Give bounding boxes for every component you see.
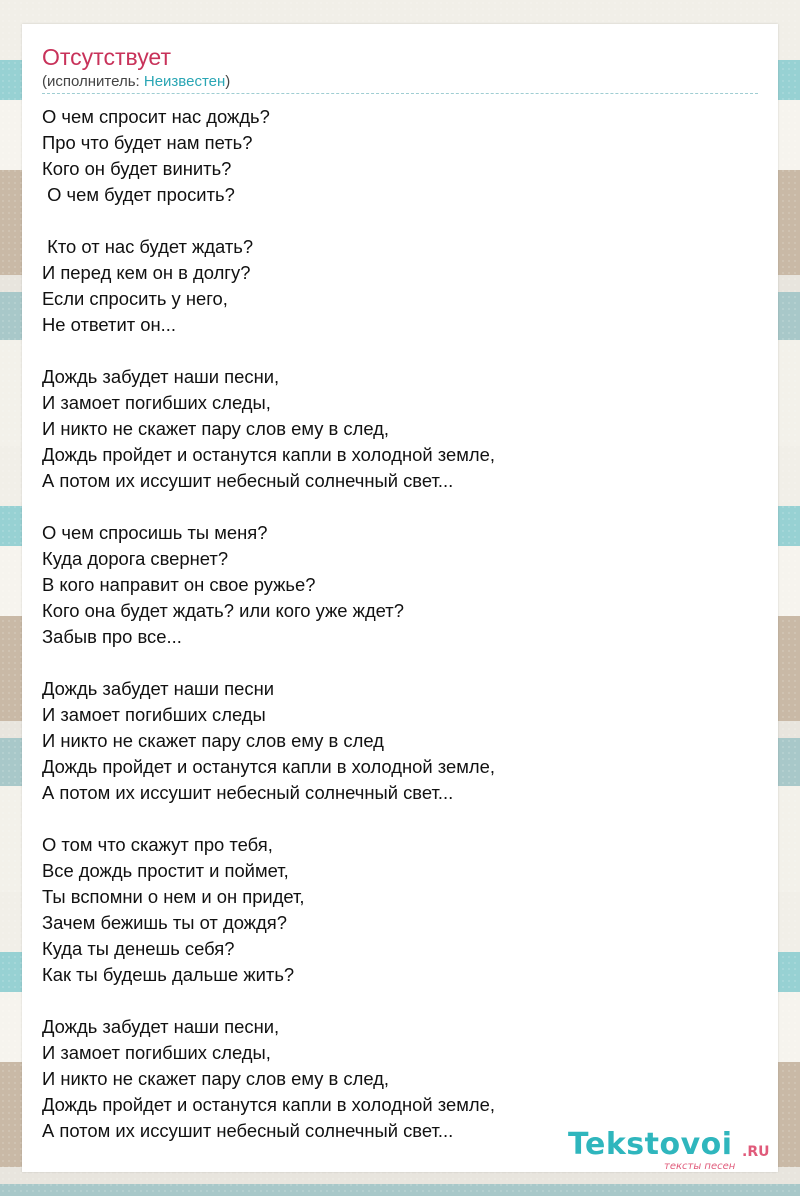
- lyric-line: [42, 650, 758, 676]
- lyric-line: Дождь забудет наши песни: [42, 678, 274, 699]
- lyric-line: А потом их иссушит небесный солнечный свет...: [42, 782, 454, 803]
- lyric-line: В кого направит он свое ружье?: [42, 574, 316, 595]
- logo-tld: .RU: [742, 1144, 770, 1160]
- lyric-line: О чем спросит нас дождь?: [42, 106, 270, 127]
- lyric-line: И никто не скажет пару слов ему в след: [42, 730, 384, 751]
- artist-link[interactable]: Неизвестен: [143, 73, 226, 90]
- lyric-line: А потом их иссушит небесный солнечный свет...: [42, 470, 454, 491]
- lyric-line: [42, 988, 758, 1014]
- lyric-line: [42, 806, 758, 832]
- lyric-line: Про что будет нам петь?: [42, 132, 253, 153]
- lyric-line: Не ответит он...: [42, 314, 176, 335]
- lyric-line: Кого он будет винить?: [42, 158, 232, 179]
- artist-line: [42, 73, 230, 91]
- lyrics-text: [42, 104, 758, 1144]
- lyric-line: И замоет погибших следы: [42, 704, 266, 725]
- lyric-line: Дождь забудет наши песни,: [42, 1016, 280, 1037]
- lyric-line: Куда ты денешь себя?: [42, 938, 235, 959]
- lyric-line: Если спросить у него,: [42, 288, 228, 309]
- lyric-line: А потом их иссушит небесный солнечный свет...: [42, 1120, 454, 1141]
- lyric-line: О чем спросишь ты меня?: [42, 522, 268, 543]
- lyric-line: О чем будет просить?: [42, 184, 235, 205]
- lyric-line: Кто от нас будет ждать?: [42, 236, 254, 257]
- title-divider: [42, 93, 758, 94]
- logo-name: Tekstovoi: [568, 1127, 733, 1162]
- lyric-line: [42, 208, 758, 234]
- lyric-line: Дождь пройдет и останутся капли в холодной земле,: [42, 756, 495, 777]
- lyric-line: Дождь пройдет и останутся капли в холодной земле,: [42, 444, 495, 465]
- lyric-line: Дождь пройдет и останутся капли в холодной земле,: [42, 1094, 495, 1115]
- lyric-line: О том что скажут про тебя,: [42, 834, 273, 855]
- lyric-line: Как ты будешь дальше жить?: [42, 964, 295, 985]
- lyrics-card: [22, 24, 778, 1172]
- lyric-line: И замоет погибших следы,: [42, 392, 271, 413]
- lyric-line: Кого она будет ждать? или кого уже ждет?: [42, 600, 404, 621]
- lyric-line: Забыв про все...: [42, 626, 182, 647]
- lyric-line: [42, 494, 758, 520]
- lyric-line: Куда дорога свернет?: [42, 548, 229, 569]
- site-logo[interactable]: [568, 1128, 778, 1174]
- song-title: Отсутствует: [42, 44, 171, 70]
- lyric-line: Все дождь простит и поймет,: [42, 860, 289, 881]
- lyric-line: [42, 338, 758, 364]
- lyric-line: Зачем бежишь ты от дождя?: [42, 912, 287, 933]
- lyric-line: Дождь забудет наши песни,: [42, 366, 280, 387]
- lyric-line: И никто не скажет пару слов ему в след,: [42, 418, 389, 439]
- lyric-line: И перед кем он в долгу?: [42, 262, 251, 283]
- lyric-line: И замоет погибших следы,: [42, 1042, 271, 1063]
- logo-tagline: тексты песен: [664, 1161, 736, 1172]
- artist-suffix: ): [225, 73, 231, 90]
- lyric-line: И никто не скажет пару слов ему в след,: [42, 1068, 389, 1089]
- lyric-line: Ты вспомни о нем и он придет,: [42, 886, 305, 907]
- artist-prefix: (исполнитель:: [42, 73, 144, 90]
